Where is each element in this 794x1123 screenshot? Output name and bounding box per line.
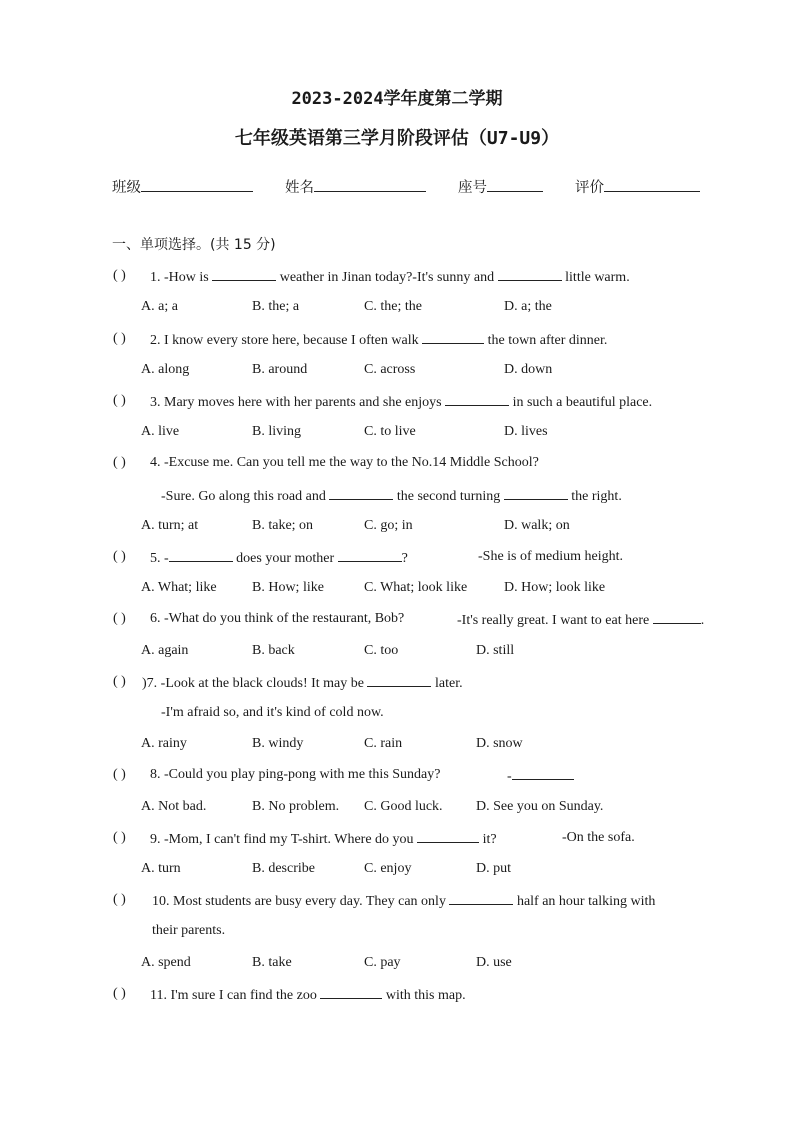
question-8-response: -: [507, 767, 574, 785]
answer-bracket[interactable]: ( ): [113, 549, 126, 564]
question-6-response: -It's really great. I want to eat here .: [457, 613, 705, 628]
option-c: C. rain: [364, 736, 403, 751]
student-info-row: [112, 176, 700, 198]
option-a: A. live: [141, 424, 180, 439]
option-d: D. walk; on: [504, 518, 570, 533]
option-b: B. living: [252, 424, 302, 439]
question-1: 1. -How is weather in Jinan today?-It's sunny and little warm.: [150, 270, 630, 285]
option-b: B. the; a: [252, 299, 300, 314]
option-a: A. What; like: [141, 580, 217, 595]
option-b: B. take: [252, 955, 292, 970]
question-4: 4. -Excuse me. Can you tell me the way to the No.14 Middle School?: [150, 455, 539, 470]
option-a: A. spend: [141, 955, 191, 970]
question-3: 3. Mary moves here with her parents and she enjoys in such a beautiful place.: [150, 395, 653, 410]
option-a: A. a; a: [141, 299, 178, 314]
answer-bracket[interactable]: ( ): [113, 767, 126, 782]
option-d: D. put: [476, 861, 511, 876]
answer-bracket-open[interactable]: ( ): [113, 674, 126, 689]
name-field[interactable]: [314, 176, 426, 192]
grade-field[interactable]: [604, 176, 700, 192]
option-c: C. to live: [364, 424, 416, 439]
question-2: 2. I know every store here, because I often walk the town after dinner.: [150, 333, 608, 348]
answer-bracket[interactable]: ( ): [113, 830, 126, 845]
option-b: B. No problem.: [252, 799, 340, 814]
question-5: 5. - does your mother ?: [150, 551, 408, 566]
option-b: B. How; like: [252, 580, 324, 595]
exam-term-title: 2023-2024学年度第二学期: [291, 89, 503, 109]
answer-bracket[interactable]: ( ): [113, 455, 126, 470]
option-d: D. How; look like: [504, 580, 606, 595]
question-9-response: -On the sofa.: [562, 830, 635, 845]
class-field[interactable]: [141, 176, 253, 192]
question-11: 11. I'm sure I can find the zoo with this map.: [150, 988, 466, 1003]
option-c: C. too: [364, 643, 399, 658]
option-a: A. again: [141, 643, 189, 658]
name-label: 姓名: [285, 180, 314, 196]
seat-field[interactable]: [487, 176, 543, 192]
option-c: C. go; in: [364, 518, 413, 533]
option-b: B. describe: [252, 861, 315, 876]
option-a: A. Not bad.: [141, 799, 207, 814]
question-6: 6. -What do you think of the restaurant, Bob?: [150, 611, 405, 626]
question-4-response: -Sure. Go along this road and the second turning the right.: [161, 489, 622, 504]
answer-bracket[interactable]: ( ): [113, 611, 126, 626]
option-c: C. What; look like: [364, 580, 468, 595]
option-d: D. a; the: [504, 299, 552, 314]
option-b: B. windy: [252, 736, 304, 751]
section-title: 一、单项选择。(共 15 分): [112, 237, 276, 253]
option-d: D. use: [476, 955, 512, 970]
question-10: 10. Most students are busy every day. They can only half an hour talking with: [152, 894, 656, 909]
option-b: B. back: [252, 643, 295, 658]
answer-bracket[interactable]: ( ): [113, 892, 126, 907]
question-9: 9. -Mom, I can't find my T-shirt. Where do you it?: [150, 832, 497, 847]
class-label: 班级: [112, 180, 141, 196]
answer-bracket[interactable]: ( ): [113, 331, 126, 346]
option-a: A. turn: [141, 861, 181, 876]
answer-bracket[interactable]: ( ): [113, 393, 126, 408]
option-d: D. See you on Sunday.: [476, 799, 604, 814]
option-d: D. still: [476, 643, 515, 658]
option-d: D. down: [504, 362, 553, 377]
seat-label: 座号: [458, 180, 487, 196]
question-7-response: -I'm afraid so, and it's kind of cold now.: [161, 705, 384, 720]
option-c: C. the; the: [364, 299, 422, 314]
option-a: A. along: [141, 362, 190, 377]
exam-main-title: 七年级英语第三学月阶段评估（U7-U9）: [234, 128, 560, 149]
option-b: B. around: [252, 362, 308, 377]
option-c: C. enjoy: [364, 861, 412, 876]
question-10-continued: their parents.: [152, 923, 226, 938]
question-5-response: -She is of medium height.: [478, 549, 624, 564]
option-a: A. rainy: [141, 736, 187, 751]
grade-label: 评价: [575, 180, 604, 196]
question-7: )7. -Look at the black clouds! It may be later.: [142, 676, 463, 691]
option-a: A. turn; at: [141, 518, 199, 533]
answer-bracket[interactable]: ( ): [113, 986, 126, 1001]
option-c: C. across: [364, 362, 416, 377]
option-d: D. lives: [504, 424, 548, 439]
option-b: B. take; on: [252, 518, 314, 533]
question-8: 8. -Could you play ping-pong with me this Sunday?: [150, 767, 441, 782]
answer-bracket[interactable]: ( ): [113, 268, 126, 283]
option-d: D. snow: [476, 736, 523, 751]
option-c: C. Good luck.: [364, 799, 443, 814]
option-c: C. pay: [364, 955, 401, 970]
